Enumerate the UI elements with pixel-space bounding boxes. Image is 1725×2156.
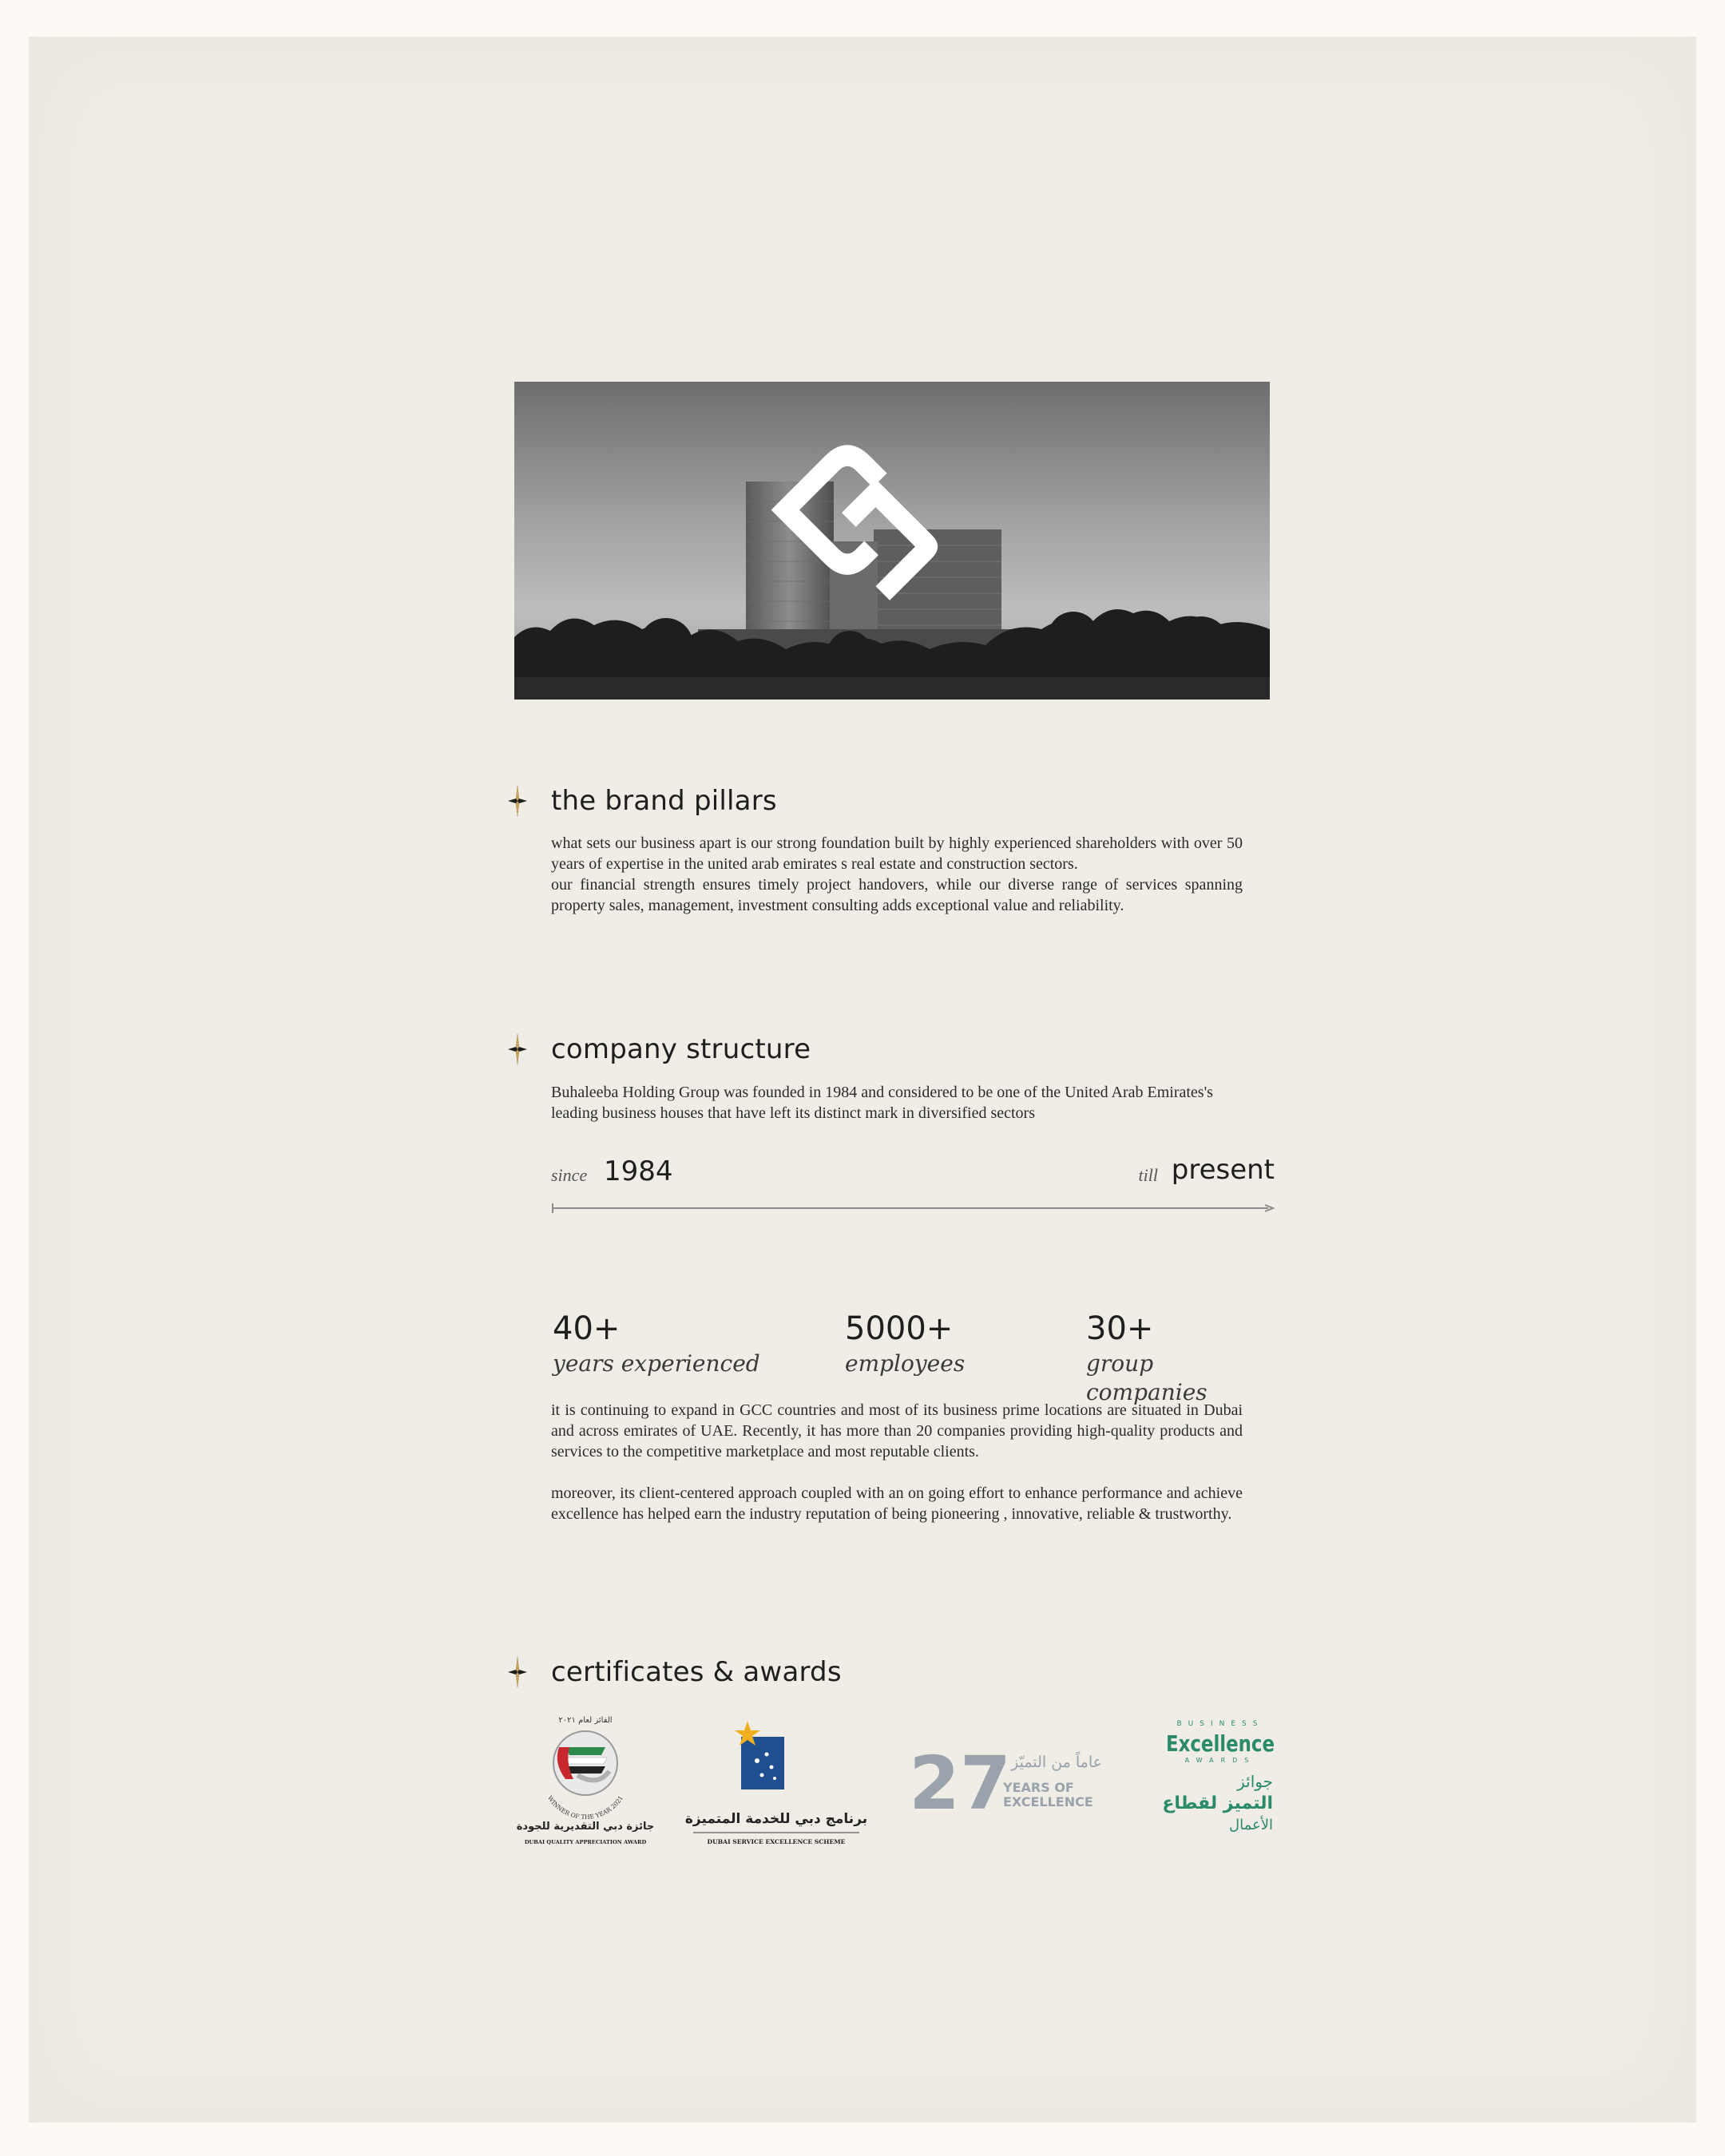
company-structure-paragraph: Buhaleeba Holding Group was founded in 1984 and considered to be one of the United Arab Emirates's leading business houses that have left its distinct mark in diversified sectors <box>551 1084 1213 1122</box>
section-title: company structure <box>551 1033 811 1065</box>
company-structure-heading <box>508 1032 811 1067</box>
expansion-paragraph-1: it is continuing to expand in GCC countries and most of its business prime locations are situated in Dubai and across emirates of UAE. Recently, it has more than 20 companies providing high-quality products and services to the competitive marketplace and most reputable clients. <box>551 1401 1243 1460</box>
bea-main: Excellence <box>1166 1730 1275 1757</box>
dqaa-arabic-top: الفائز لعام ٢٠٢١ <box>558 1716 613 1725</box>
bea-arabic-3: الأعمال <box>1229 1817 1273 1833</box>
dqaa-arc-text: WINNER OF THE YEAR 2021 <box>545 1794 625 1821</box>
star-bullet-icon <box>508 785 527 817</box>
dqaa-arabic-name: جائزة دبي التقديرية للجودة <box>516 1821 655 1833</box>
stat-employees <box>845 1310 965 1378</box>
awards-row <box>510 1711 1281 1855</box>
stat-label: years experienced <box>553 1350 760 1377</box>
years-line-2: EXCELLENCE <box>1003 1794 1093 1809</box>
bea-top: BUSINESS <box>1176 1720 1264 1728</box>
page-background <box>29 37 1696 2122</box>
bea-arabic-1: جوائز <box>1237 1772 1273 1791</box>
since-year: 1984 <box>604 1155 673 1187</box>
till-value: present <box>1171 1154 1275 1186</box>
section-title: the brand pillars <box>551 785 777 817</box>
bea-arabic-2: التميز لقطاع <box>1162 1793 1273 1813</box>
star-bullet-icon <box>508 1656 527 1688</box>
business-excellence-logo <box>1164 1711 1281 1855</box>
company-timeline <box>551 1143 1275 1215</box>
stat-label: employees <box>845 1350 966 1377</box>
since-label: since <box>551 1165 588 1185</box>
dses-award-logo <box>684 1711 868 1855</box>
brand-pillars-paragraph-2: our financial strength ensures timely project handovers, while our diverse range of services spanning property sales, management, investment consulting adds exceptional value and reliability. <box>551 876 1243 914</box>
dses-english-name: DUBAI SERVICE EXCELLENCE SCHEME <box>707 1838 846 1845</box>
stat-value: 5000+ <box>845 1310 954 1347</box>
dqaa-award-logo <box>510 1711 661 1855</box>
stat-years <box>553 1310 760 1378</box>
dqaa-english-name: DUBAI QUALITY APPRECIATION AWARD <box>524 1839 647 1845</box>
dses-blue-flag <box>741 1737 784 1789</box>
years-excellence-logo <box>909 1711 1110 1855</box>
years-number: 27 <box>909 1741 1012 1826</box>
years-arabic: عاماً من التميّز <box>1011 1754 1102 1771</box>
brand-pillars-paragraph-1: what sets our business apart is our strong foundation built by highly experienced shareholders with over 50 years of expertise in the united arab emirates s real estate and construction sectors. <box>551 834 1243 873</box>
expansion-paragraph-2: moreover, its client-centered approach coupled with an on going effort to enhance performance and achieve excellence has helped earn the industry reputation of being pioneering , innovative, reliable & trustworthy. <box>551 1484 1243 1523</box>
star-bullet-icon <box>508 1033 527 1065</box>
till-label: till <box>1138 1165 1158 1185</box>
bea-bottom: AWARDS <box>1184 1757 1256 1764</box>
stat-companies <box>1086 1310 1273 1407</box>
years-line-1: YEARS OF <box>1003 1780 1074 1795</box>
stat-value: 30+ <box>1086 1310 1154 1347</box>
brand-pillars-heading <box>508 783 777 818</box>
stat-value: 40+ <box>553 1310 621 1347</box>
hero-building-image <box>514 382 1270 700</box>
certificates-heading <box>508 1655 842 1690</box>
dses-arabic-name: برنامج دبي للخدمة المتميزة <box>684 1811 868 1827</box>
stat-label: group companies <box>1086 1350 1208 1405</box>
section-title: certificates & awards <box>551 1656 842 1688</box>
timeline-arrow-line <box>551 1203 1275 1213</box>
